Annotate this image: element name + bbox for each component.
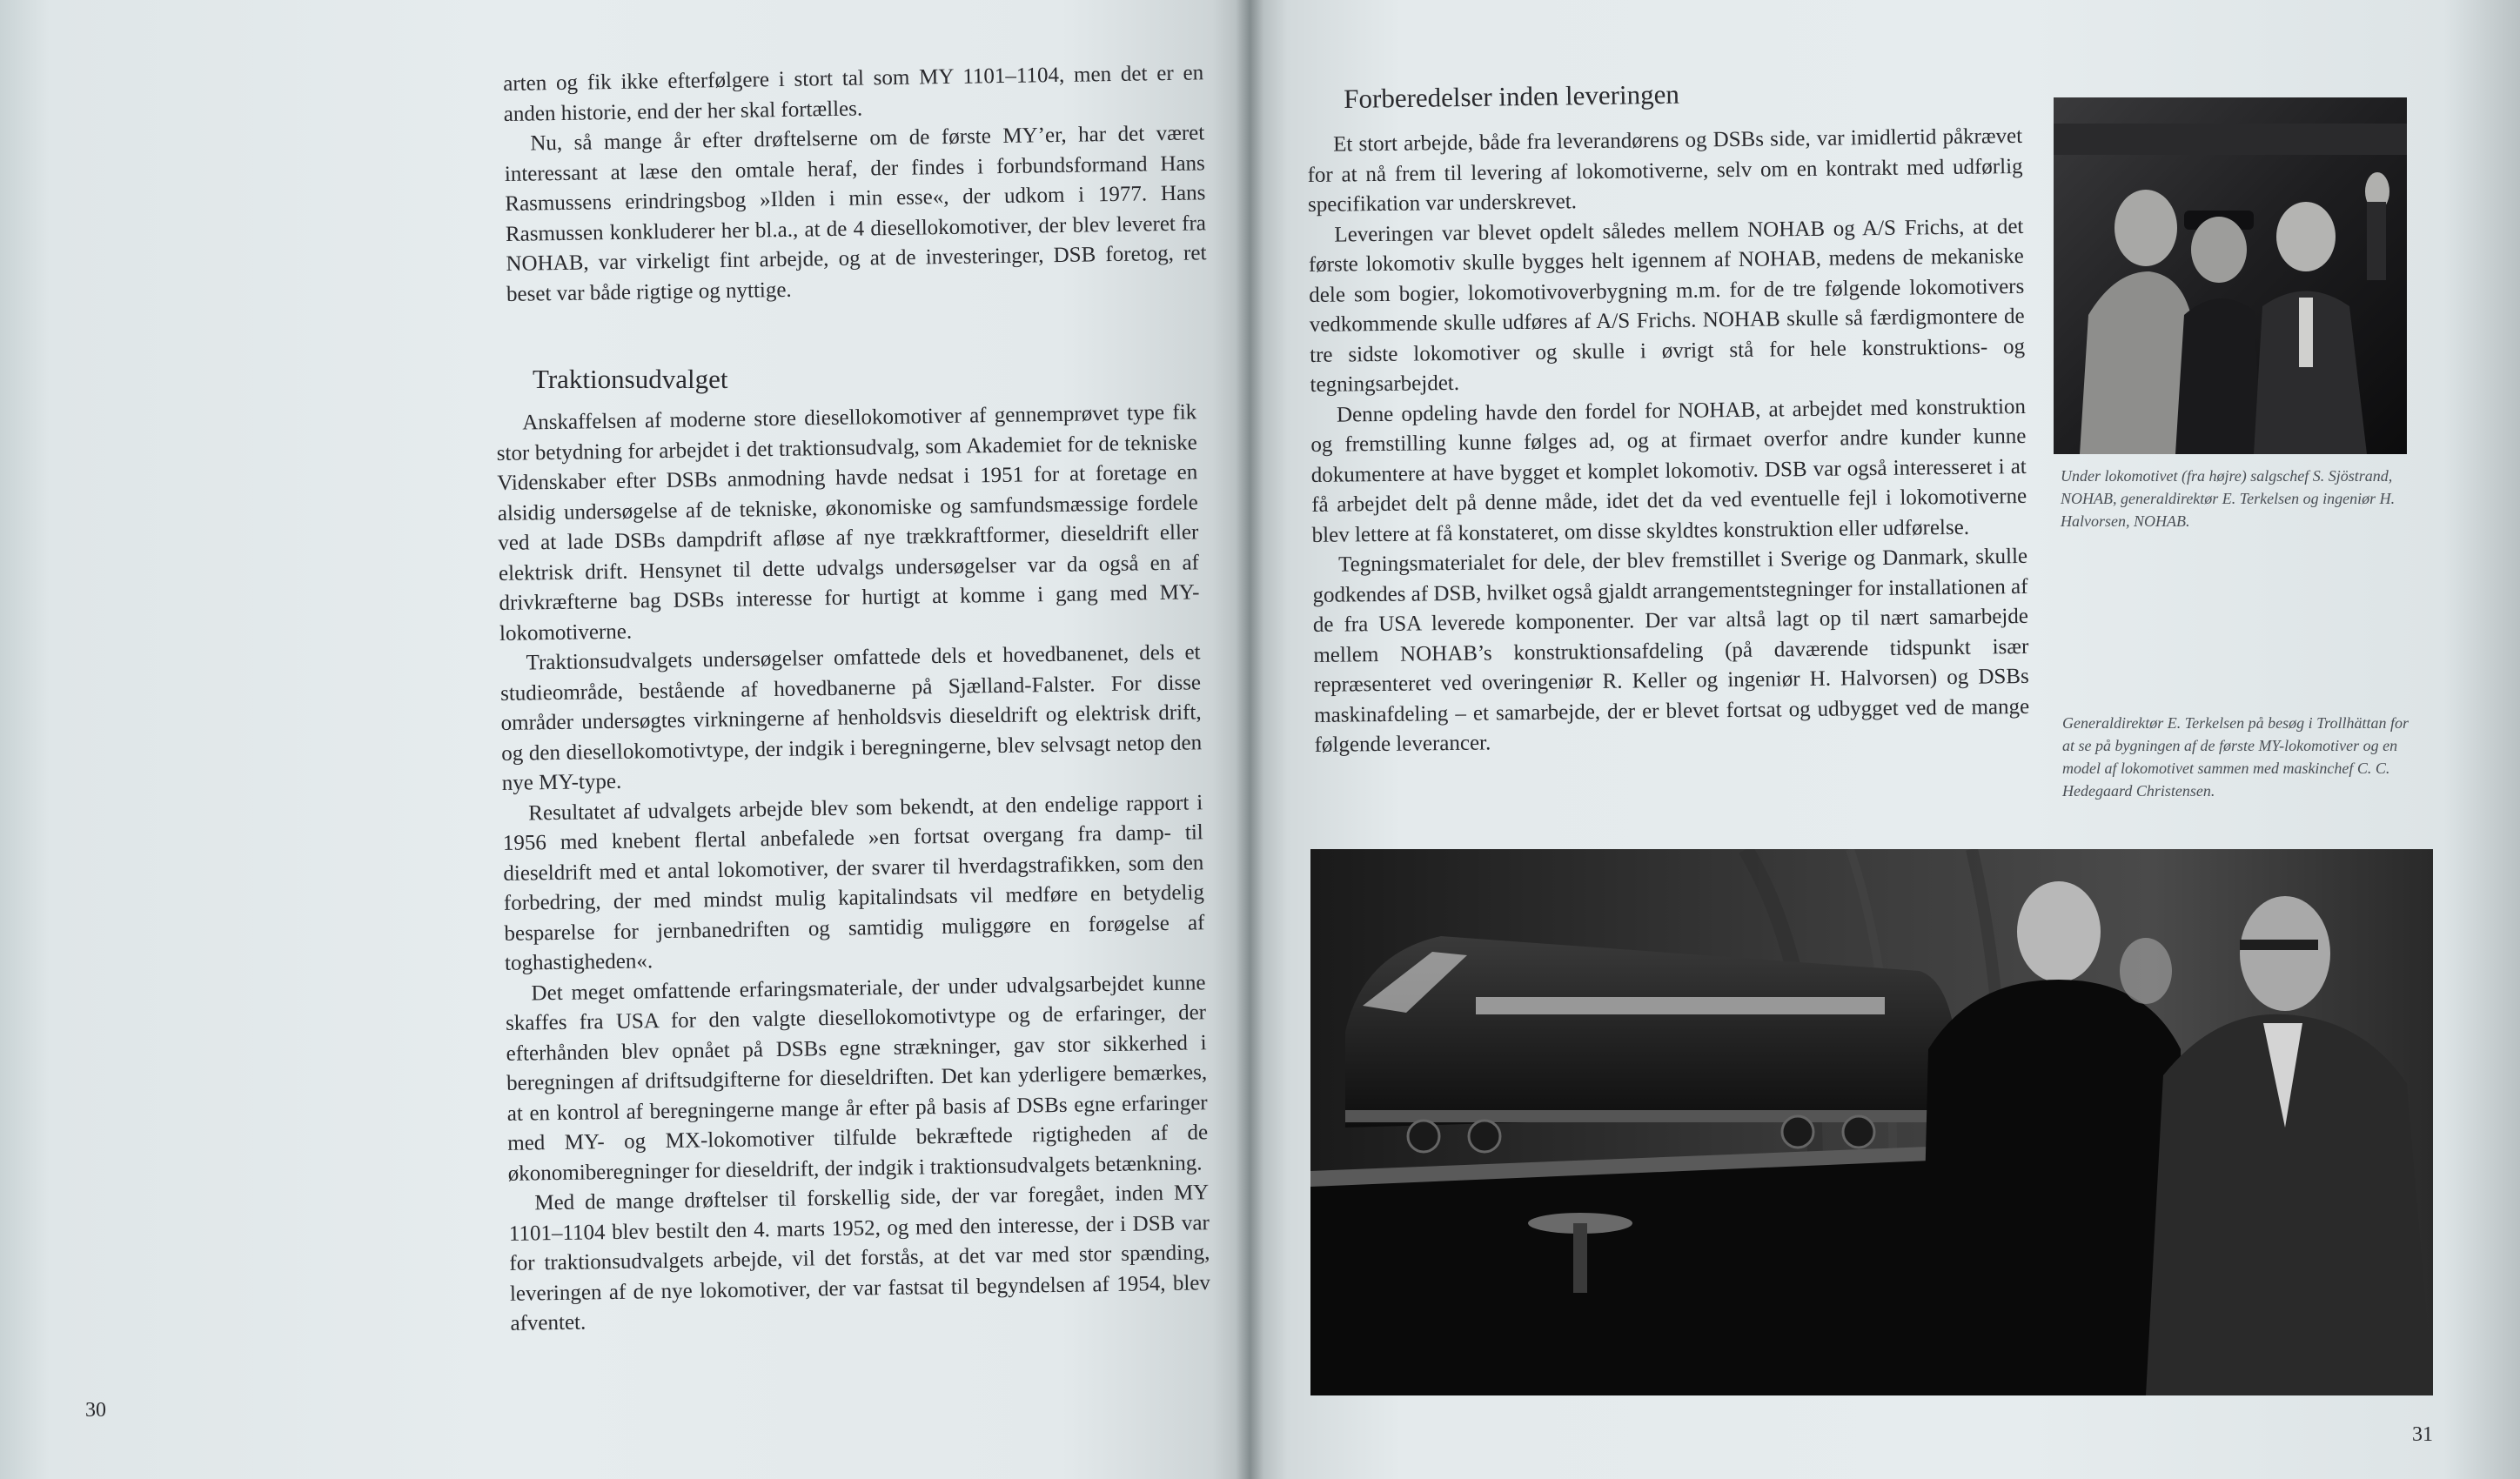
right-text-column [1307, 122, 2030, 760]
page-number-left: 30 [85, 1399, 106, 1422]
section-heading-forberedelser: Forberedelser inden leveringen [1344, 78, 1680, 114]
section-paragraph-2: Traktionsudvalgets undersøgelser omfattede dels et hovedbanenet, dels et studieområde, bestående af hovedbanerne på Sjælland-Falster. For disse områder undersøgtes virkningerne af henholdsvis dieseldrift og elektrisk drift, og den diesellokomotivtype, der indgik i beregningerne, blev selvsagt netop den nye MY-type. [499, 640, 1203, 795]
section-heading-traktionsudvalget: Traktionsudvalget [533, 364, 728, 394]
caption-top-photo: Under lokomotivet (fra højre) salgschef S. Sjöstrand, NOHAB, generaldirektør E. Terkelsen og ingeniør H. Halvorsen, NOHAB. [2061, 467, 2396, 530]
section-paragraph-3: Resultatet af udvalgets arbejde blev som bekendt, at den endelige rapport i 1956 med knebent flertal anbefalede »en fortsat overgang fra damp- til dieseldrift med et antal lokomotiver, der svarer til hverdagstrafikken, som den forbedring, der med mindst mulig kapitalindsats vil medføre en betydelig besparelse for jernbanedriften og samtidig muliggøre en forøgelse af toghastigheden«. [502, 790, 1205, 975]
left-section-column [496, 398, 1211, 1339]
section-paragraph-4: Det meget omfattende erfaringsmateriale, der under udvalgsarbejdet kunne skaffes fra USA for den valgte diesellokomotivtype og de erfaringer, der efterhånden blev opnået på DSBs egne strækninger, gav stor sikkerhed i beregningen af driftsudgifterne for dieseldriften. Det kan yderligere bemærkes, at en kontrol af beregningerne mange år efter på basis af DSBs egne erfaringer med MY- og MX-lokomotiver tilfulde bekræftede rigtigheden af de økonomiberegninger for dieseldrift, der indgik i traktionsudvalgets betænkning. [505, 970, 1209, 1186]
photo-locomotive-model [1310, 849, 2433, 1395]
caption-bottom-photo: Generaldirektør E. Terkelsen på besøg i Trollhättan for at se på bygningen af de første MY-lokomotiver og en model af lokomotivet sammen med maskinchef C. C. Hedegaard Christensen. [2062, 714, 2409, 800]
photo-group-of-men [2054, 97, 2407, 454]
right-paragraph-4: Tegningsmaterialet for dele, der blev fremstillet i Sverige og Danmark, skulle godkendes af DSB, hvilket også gjaldt arrangementstegninger for installationen af de fra USA leverede komponenter. Der var altså lagt op til nært samarbejde mellem NOHAB’s konstruktionsafdeling (på daværende tidspunkt især repræsenteret ved overingeniør R. Keller og ingeniør H. Halvorsen) og DSBs maskinafdeling – et samarbejde, der er blevet fortsat og udbygget ved de mange følgende leverancer. [1312, 544, 2030, 757]
intro-paragraph-1: arten og fik ikke efterfølgere i stort tal som MY 1101–1104, men det er en anden historie, end der her skal fortælles. [503, 61, 1204, 126]
book-gutter [1236, 0, 1263, 1479]
page-number-right: 31 [2412, 1423, 2433, 1446]
section-paragraph-5: Med de mange drøftelser til forskellig side, der var foregået, inden MY 1101–1104 blev bestilt den 4. marts 1952, og med den interesse, der i DSB var for traktionsudvalgets arbejde, vil det forstås, at det var med stor spænding, leveringen af de nye lokomotiver, der var fastsat til begyndelsen af 1954, blev afventet. [508, 1181, 1211, 1335]
intro-paragraph-2: Nu, så mange år efter drøftelserne om de første MY’er, har det været interessant at læse den omtale heraf, der findes i forbundsformand Hans Rasmussens erindringsbog »Ilden i min esse«, der udkom i 1977. Hans Rasmussen konkluderer her bl.a., at de 4 diesellokomotiver, der blev leveret fra NOHAB, var virkeligt fint arbejde, og at de investeringer, DSB foretog, ret beset var både rigtige og nyttige. [504, 121, 1207, 306]
right-paragraph-3: Denne opdeling havde den fordel for NOHAB, at arbejdet med konstruktion og fremstilling kunne følges ad, og at firmaet overfor andre kunder kunne dokumentere at have bygget et komplet lokomotiv. DSB var også interesseret i at få arbejdet delt på denne måde, idet det da ved eventuelle fejl i lokomotiverne blev lettere at få konstateret, om disse skyldtes konstruktion eller udførelse. [1310, 394, 2027, 547]
right-paragraph-2: Leveringen var blevet opdelt således mellem NOHAB og A/S Frichs, at det første lokomotiv skulle bygges helt igennem af NOHAB, medens de mekaniske dele som bogier, lokomotivoverbygning m.m. for de tre følgende lokomotivers vedkommende skulle udføres af A/S Frichs. NOHAB skulle så færdigmontere de tre sidste lokomotiver og skulle i øvrigt stå for hele konstruktions- og tegningsarbejdet. [1308, 214, 2026, 397]
left-intro-column [503, 58, 1207, 310]
right-paragraph-1: Et stort arbejde, både fra leverandørens og DSBs side, var imidlertid påkrævet for at nå frem til levering af lokomotiverne, selv om en kontrakt med udførlig specifikation var underskrevet. [1307, 124, 2023, 217]
section-paragraph-1: Anskaffelsen af moderne store diesellokomotiver af gennemprøvet type fik stor betydning for arbejdet i det traktionsudvalg, som Akademiet for de tekniske Videnskaber efter DSBs anmodning havde nedsat i 1951 for at foretage en alsidig undersøgelse af de tekniske, økonomiske og samfundsmæssige fordele ved at lade DSBs dampdrift afløse af nye trækkraftformer, dieseldrift eller elektrisk drift. Hensynet til dette udvalgs undersøgelser var da også en af drivkræfterne bag DSBs interesse for hurtigt at komme i gang med MY-lokomotiverne. [496, 400, 1200, 646]
